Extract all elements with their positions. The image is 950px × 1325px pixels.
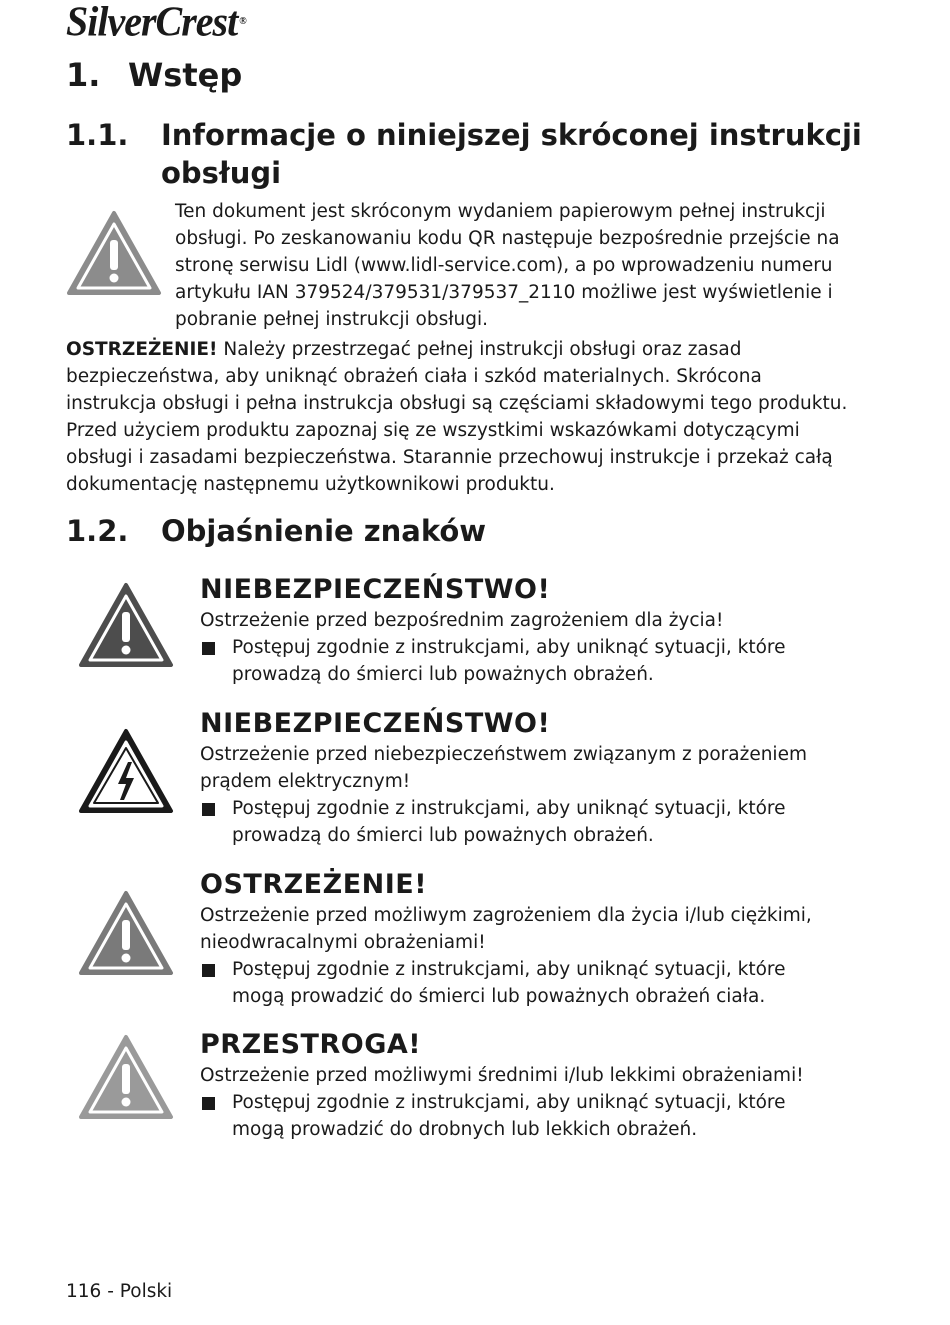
subsection-title: Objaśnienie znaków [161,514,487,548]
warning-label: OSTRZEŻENIE! [66,339,218,360]
section-number: 1. [66,56,101,94]
notice-caution [200,1028,840,1143]
danger-exclamation-icon [78,582,174,668]
intro-paragraph: Ten dokument jest skróconym wydaniem papierowym pełnej instrukcji obsługi. Po zeskanowaniu kodu QR następuje bezpośrednie przejście na stronę serwisu Lidl (www.lidl-service.com), a po wprowadzeniu numeru artykułu IAN 379524/379531/379537_2110 możliwe jest wyświetlenie i pobranie pełnej instrukcji obsługi. [175,201,840,330]
subsection-heading-about-manual [66,116,862,192]
notice-bullet: Postępuj zgodnie z instrukcjami, aby uniknąć sytuacji, które mogą prowadzić do drobnych lub lekkich obrażeń. [200,1089,840,1143]
subsection-title-line2: obsługi [161,156,282,190]
notice-title: NIEBEZPIECZEŃSTWO! [200,574,551,605]
warning-exclamation-icon [78,890,174,976]
warning-triangle-icon [66,210,162,296]
subsection-heading-symbols [66,512,486,550]
notice-description: Ostrzeżenie przed bezpośrednim zagrożeniem dla życia! [200,610,724,631]
notice-title: NIEBEZPIECZEŃSTWO! [200,708,551,739]
notice-description: Ostrzeżenie przed możliwymi średnimi i/lub lekkimi obrażeniami! [200,1065,804,1086]
section-title: Wstęp [128,56,243,94]
caution-exclamation-icon [78,1034,174,1120]
section-heading-intro [66,56,242,94]
notice-warning [200,868,840,1010]
notice-bullet: Postępuj zgodnie z instrukcjami, aby uniknąć sytuacji, które prowadzą do śmierci lub poważnych obrażeń. [200,795,840,849]
notice-bullet: Postępuj zgodnie z instrukcjami, aby uniknąć sytuacji, które prowadzą do śmierci lub poważnych obrażeń. [200,634,840,688]
notice-title: PRZESTROGA! [200,1029,422,1060]
brand-logo: SilverCrest ® [66,0,246,46]
electric-shock-icon [78,728,174,814]
notice-danger [200,573,840,688]
notice-title: OSTRZEŻENIE! [200,869,428,900]
notice-bullet: Postępuj zgodnie z instrukcjami, aby uniknąć sytuacji, które mogą prowadzić do śmierci lub poważnych obrażeń ciała. [200,956,840,1010]
subsection-number: 1.2. [66,514,129,548]
warning-paragraph [66,336,856,498]
subsection-title-line1: Informacje o niniejszej skróconej instrukcji [161,118,862,152]
warning-text: Należy przestrzegać pełnej instrukcji obsługi oraz zasad bezpieczeństwa, aby uniknąć obrażeń ciała i szkód materialnych. Skrócona instrukcja obsługi i pełna instrukcja obsługi są częściami składowymi tego produktu. Przed użyciem produktu zapoznaj się ze wszystkimi wskazówkami dotyczącymi obsługi i zasadami bezpieczeństwa. Starannie przechowuj instrukcje i przekaż całą dokumentację następnemu użytkownikowi produktu. [66,339,848,495]
notice-description: Ostrzeżenie przed możliwym zagrożeniem dla życia i/lub ciężkimi, nieodwracalnymi obrażeniami! [200,905,812,953]
notice-electric [200,707,840,849]
page-footer: 116 - Polski [66,1281,173,1302]
subsection-number: 1.1. [66,118,129,152]
notice-description: Ostrzeżenie przed niebezpieczeństwem związanym z porażeniem prądem elektrycznym! [200,744,807,792]
